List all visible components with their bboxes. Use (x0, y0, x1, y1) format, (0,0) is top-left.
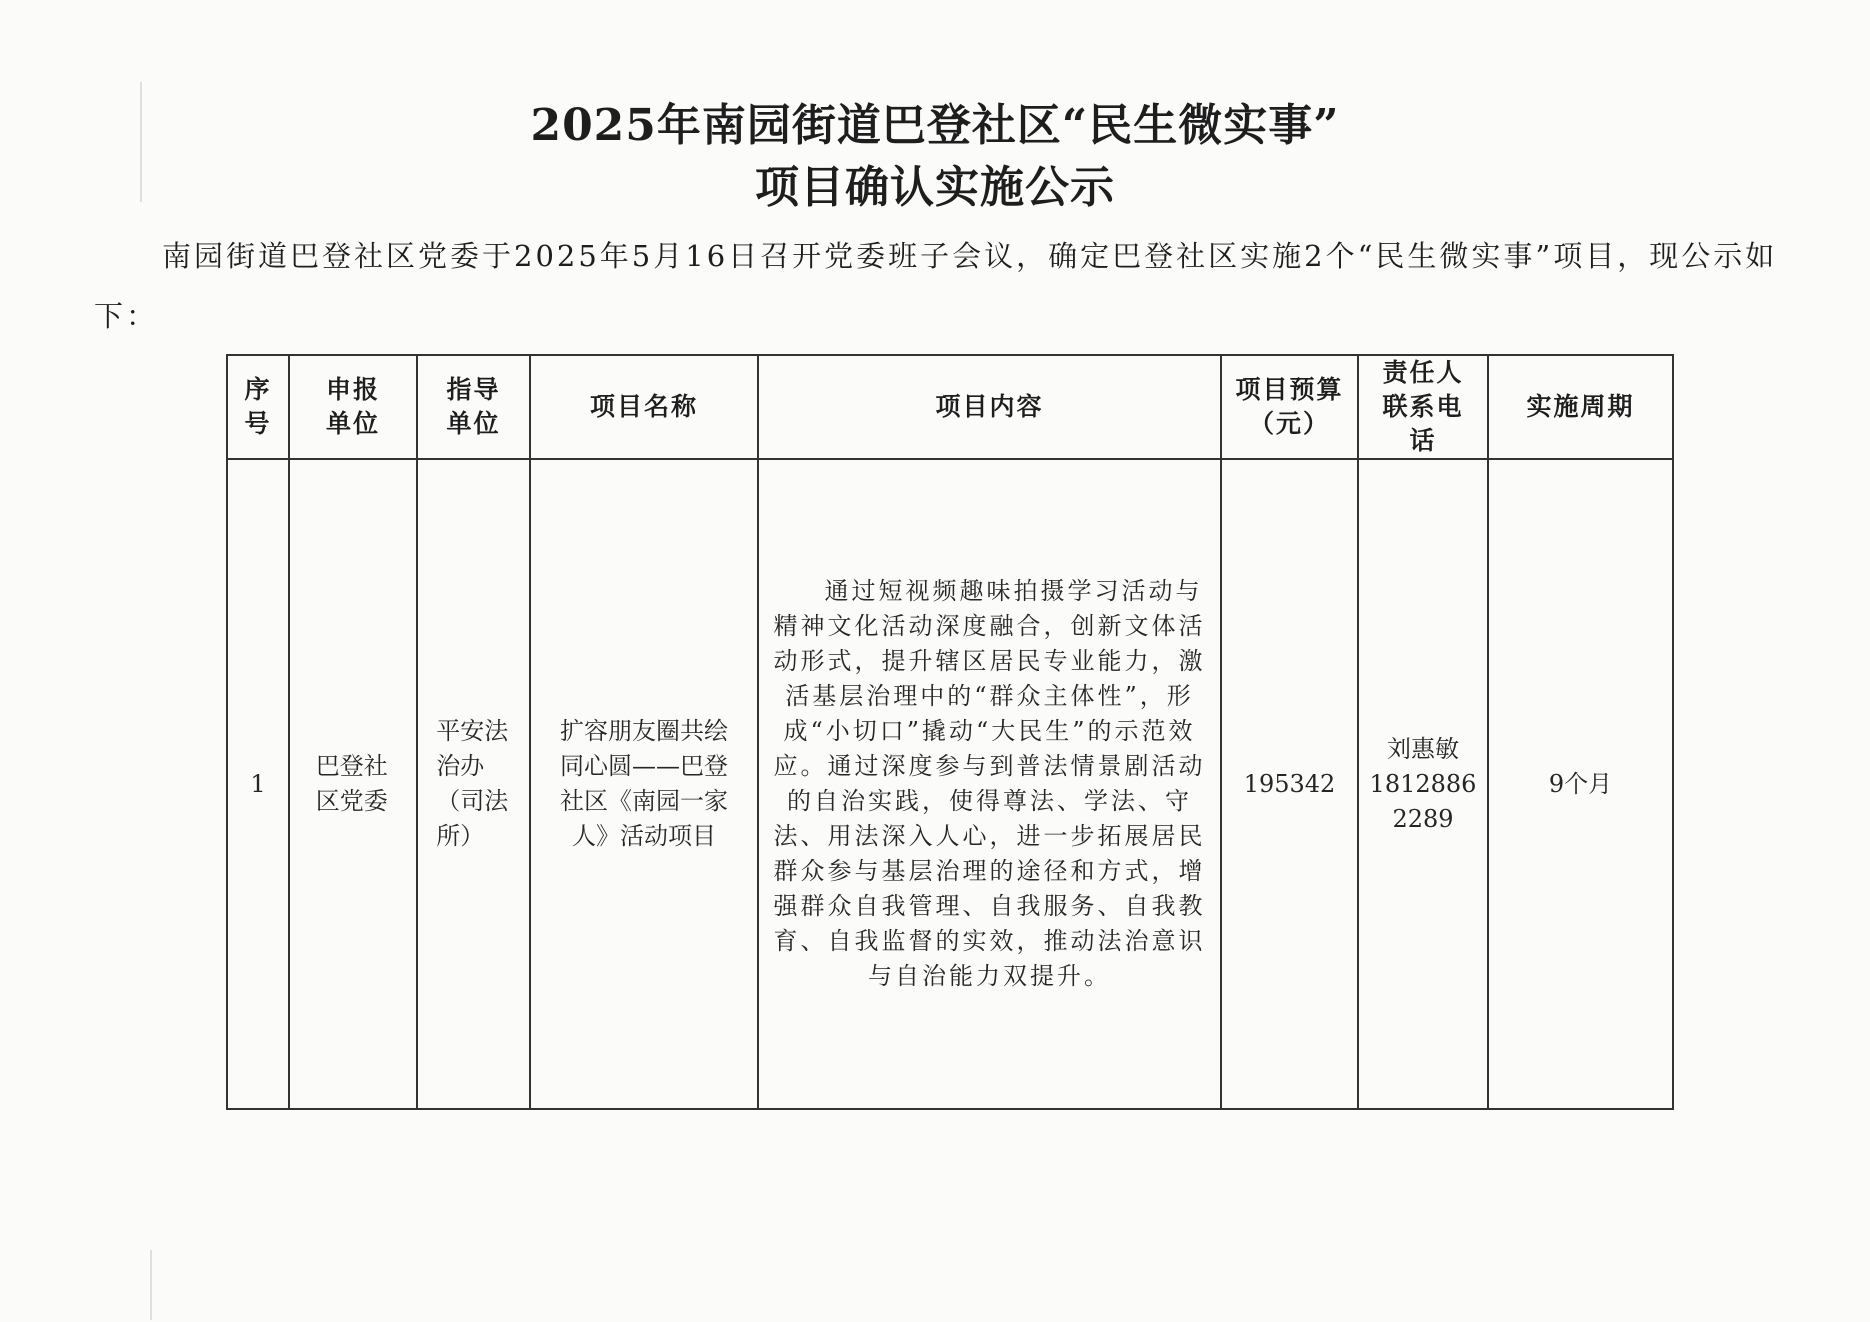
header-unit: 申报单位 (289, 355, 417, 459)
contact-phone: 18128862289 (1369, 769, 1477, 833)
cell-budget: 195342 (1221, 459, 1358, 1109)
document-title-line-1: 2025年南园街道巴登社区“民生微实事” (530, 100, 1340, 151)
project-table (226, 354, 1674, 1110)
cell-seq: 1 (227, 459, 289, 1109)
header-contact: 责任人联系电话 (1358, 355, 1488, 459)
document-title-line-2: 项目确认实施公示 (755, 162, 1115, 213)
cell-content: 通过短视频趣味拍摄学习活动与精神文化活动深度融合，创新文体活动形式，提升辖区居民专业能力，激活基层治理中的“群众主体性”，形成“小切口”撬动“大民生”的示范效应。通过深度参与到普法情景剧活动的自治实践，使得尊法、学法、守法、用法深入人心，进一步拓展居民群众参与基层治理的途径和方式，增强群众自我管理、自我服务、自我教育、自我监督的实效，推动法治意识与自治能力双提升。 (758, 459, 1221, 1109)
cell-name: 扩容朋友圈共绘同心圆——巴登社区《南园一家人》活动项目 (530, 459, 758, 1109)
scan-mark-left-bottom (150, 1250, 152, 1320)
table-row (227, 459, 1673, 1109)
header-budget: 项目预算（元） (1221, 355, 1358, 459)
cell-contact (1358, 459, 1488, 1109)
header-seq: 序号 (227, 355, 289, 459)
table-header-row (227, 355, 1673, 459)
cell-period: 9个月 (1488, 459, 1673, 1109)
cell-unit: 巴登社区党委 (289, 459, 417, 1109)
header-content: 项目内容 (758, 355, 1221, 459)
header-period: 实施周期 (1488, 355, 1673, 459)
cell-guide: 平安法治办（司法所） (417, 459, 530, 1109)
header-guide: 指导单位 (417, 355, 530, 459)
header-name: 项目名称 (530, 355, 758, 459)
contact-name: 刘惠敏 (1387, 734, 1459, 763)
intro-paragraph: 南园街道巴登社区党委于2025年5月16日召开党委班子会议，确定巴登社区实施2个“民生微实事”项目，现公示如下： (94, 239, 1778, 333)
